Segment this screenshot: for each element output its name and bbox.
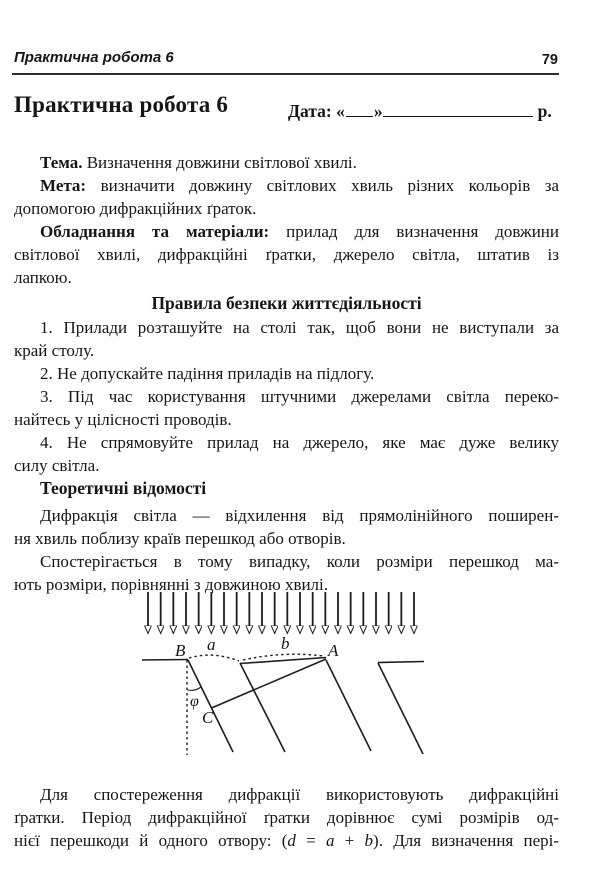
- header-rule: [12, 73, 559, 75]
- year-abbr: р.: [537, 101, 552, 121]
- grating-surface-mid: [240, 658, 326, 664]
- date-day-blank: [346, 116, 373, 117]
- safety-rule-2-line-1: 2. Не допускайте падіння приладів на підлогу.: [40, 364, 375, 383]
- safety-rule-3-line-1: 3. Під час користування штучними джерелами світла переко-: [40, 387, 559, 406]
- diffracted-ray-2: [240, 663, 285, 752]
- safety-rule-3-line-2: найтесь у цілісності проводів.: [14, 410, 232, 429]
- observed-line-1: Спостерігається в тому випадку, коли розміри перешкод ма-: [40, 552, 559, 571]
- close-quote-mark: »: [373, 101, 383, 121]
- diffracted-ray-a: [326, 660, 371, 751]
- usage-line-1: Для спостереження дифракції використовують дифракційні: [40, 785, 559, 804]
- wavefront-ac: [212, 659, 327, 708]
- safety-rule-4-line-2: силу світла.: [14, 456, 100, 475]
- date-month-blank: [383, 116, 533, 117]
- label-width-a: a: [207, 635, 216, 654]
- grating-surface-right: [378, 662, 424, 663]
- theme-line: Тема. Визначення довжини світлової хвилі.: [40, 153, 357, 172]
- label-point-c: C: [202, 708, 214, 727]
- safety-rule-4-line-1: 4. Не спрямовуйте прилад на джерело, яке має дуже велику: [40, 433, 559, 452]
- equipment-line-3: лапкою.: [14, 268, 72, 287]
- safety-heading: Правила безпеки життєдіяльності: [151, 293, 422, 313]
- label-angle-phi: φ: [190, 693, 199, 710]
- goal-line-1: Мета: визначити довжину світлових хвиль різних кольорів за: [40, 176, 559, 195]
- usage-line-2: ґратки. Період дифракційної ґратки дорівнює сумі розмірів од-: [14, 808, 559, 827]
- usage-line-3: нієї перешкоди й одного отвору: (d = a + b). Для визначення пері-: [14, 831, 560, 850]
- goal-line-2: допомогою дифракційних ґраток.: [14, 199, 257, 218]
- theory-heading: Теоретичні відомості: [40, 478, 207, 498]
- incident-rays: [148, 592, 414, 626]
- observed-line-2: ють розміри, порівнянні з довжиною хвилі.: [14, 575, 329, 594]
- label-point-b: B: [175, 641, 186, 660]
- page-number: 79: [541, 52, 558, 68]
- diffraction-line-1: Дифракція світла — відхилення від прямолінійного поширен-: [40, 506, 559, 525]
- angle-phi-arc: [188, 687, 202, 690]
- diffraction-diagram: [0, 588, 600, 763]
- open-quote-mark: «: [336, 101, 345, 121]
- safety-rule-1-line-1: 1. Прилади розташуйте на столі так, щоб вони не виступали за: [40, 318, 559, 337]
- page-title: Практична робота 6: [14, 92, 229, 117]
- diffraction-line-2: ня хвиль поблизу країв перешкод або отворів.: [14, 529, 346, 548]
- running-title: Практична робота 6: [14, 49, 174, 66]
- date-line: [288, 100, 560, 122]
- date-label: Дата:: [288, 101, 332, 121]
- label-point-a: A: [328, 641, 339, 660]
- label-width-b: b: [281, 634, 290, 653]
- safety-rule-1-line-2: край столу.: [14, 341, 95, 360]
- width-a-arc: [189, 655, 239, 661]
- equipment-line-1: Обладнання та матеріали: прилад для визначення довжини: [40, 222, 559, 241]
- equipment-line-2: світлової хвилі, дифракційні ґратки, джерело світла, штатив із: [14, 245, 559, 264]
- diffracted-ray-right: [378, 663, 423, 754]
